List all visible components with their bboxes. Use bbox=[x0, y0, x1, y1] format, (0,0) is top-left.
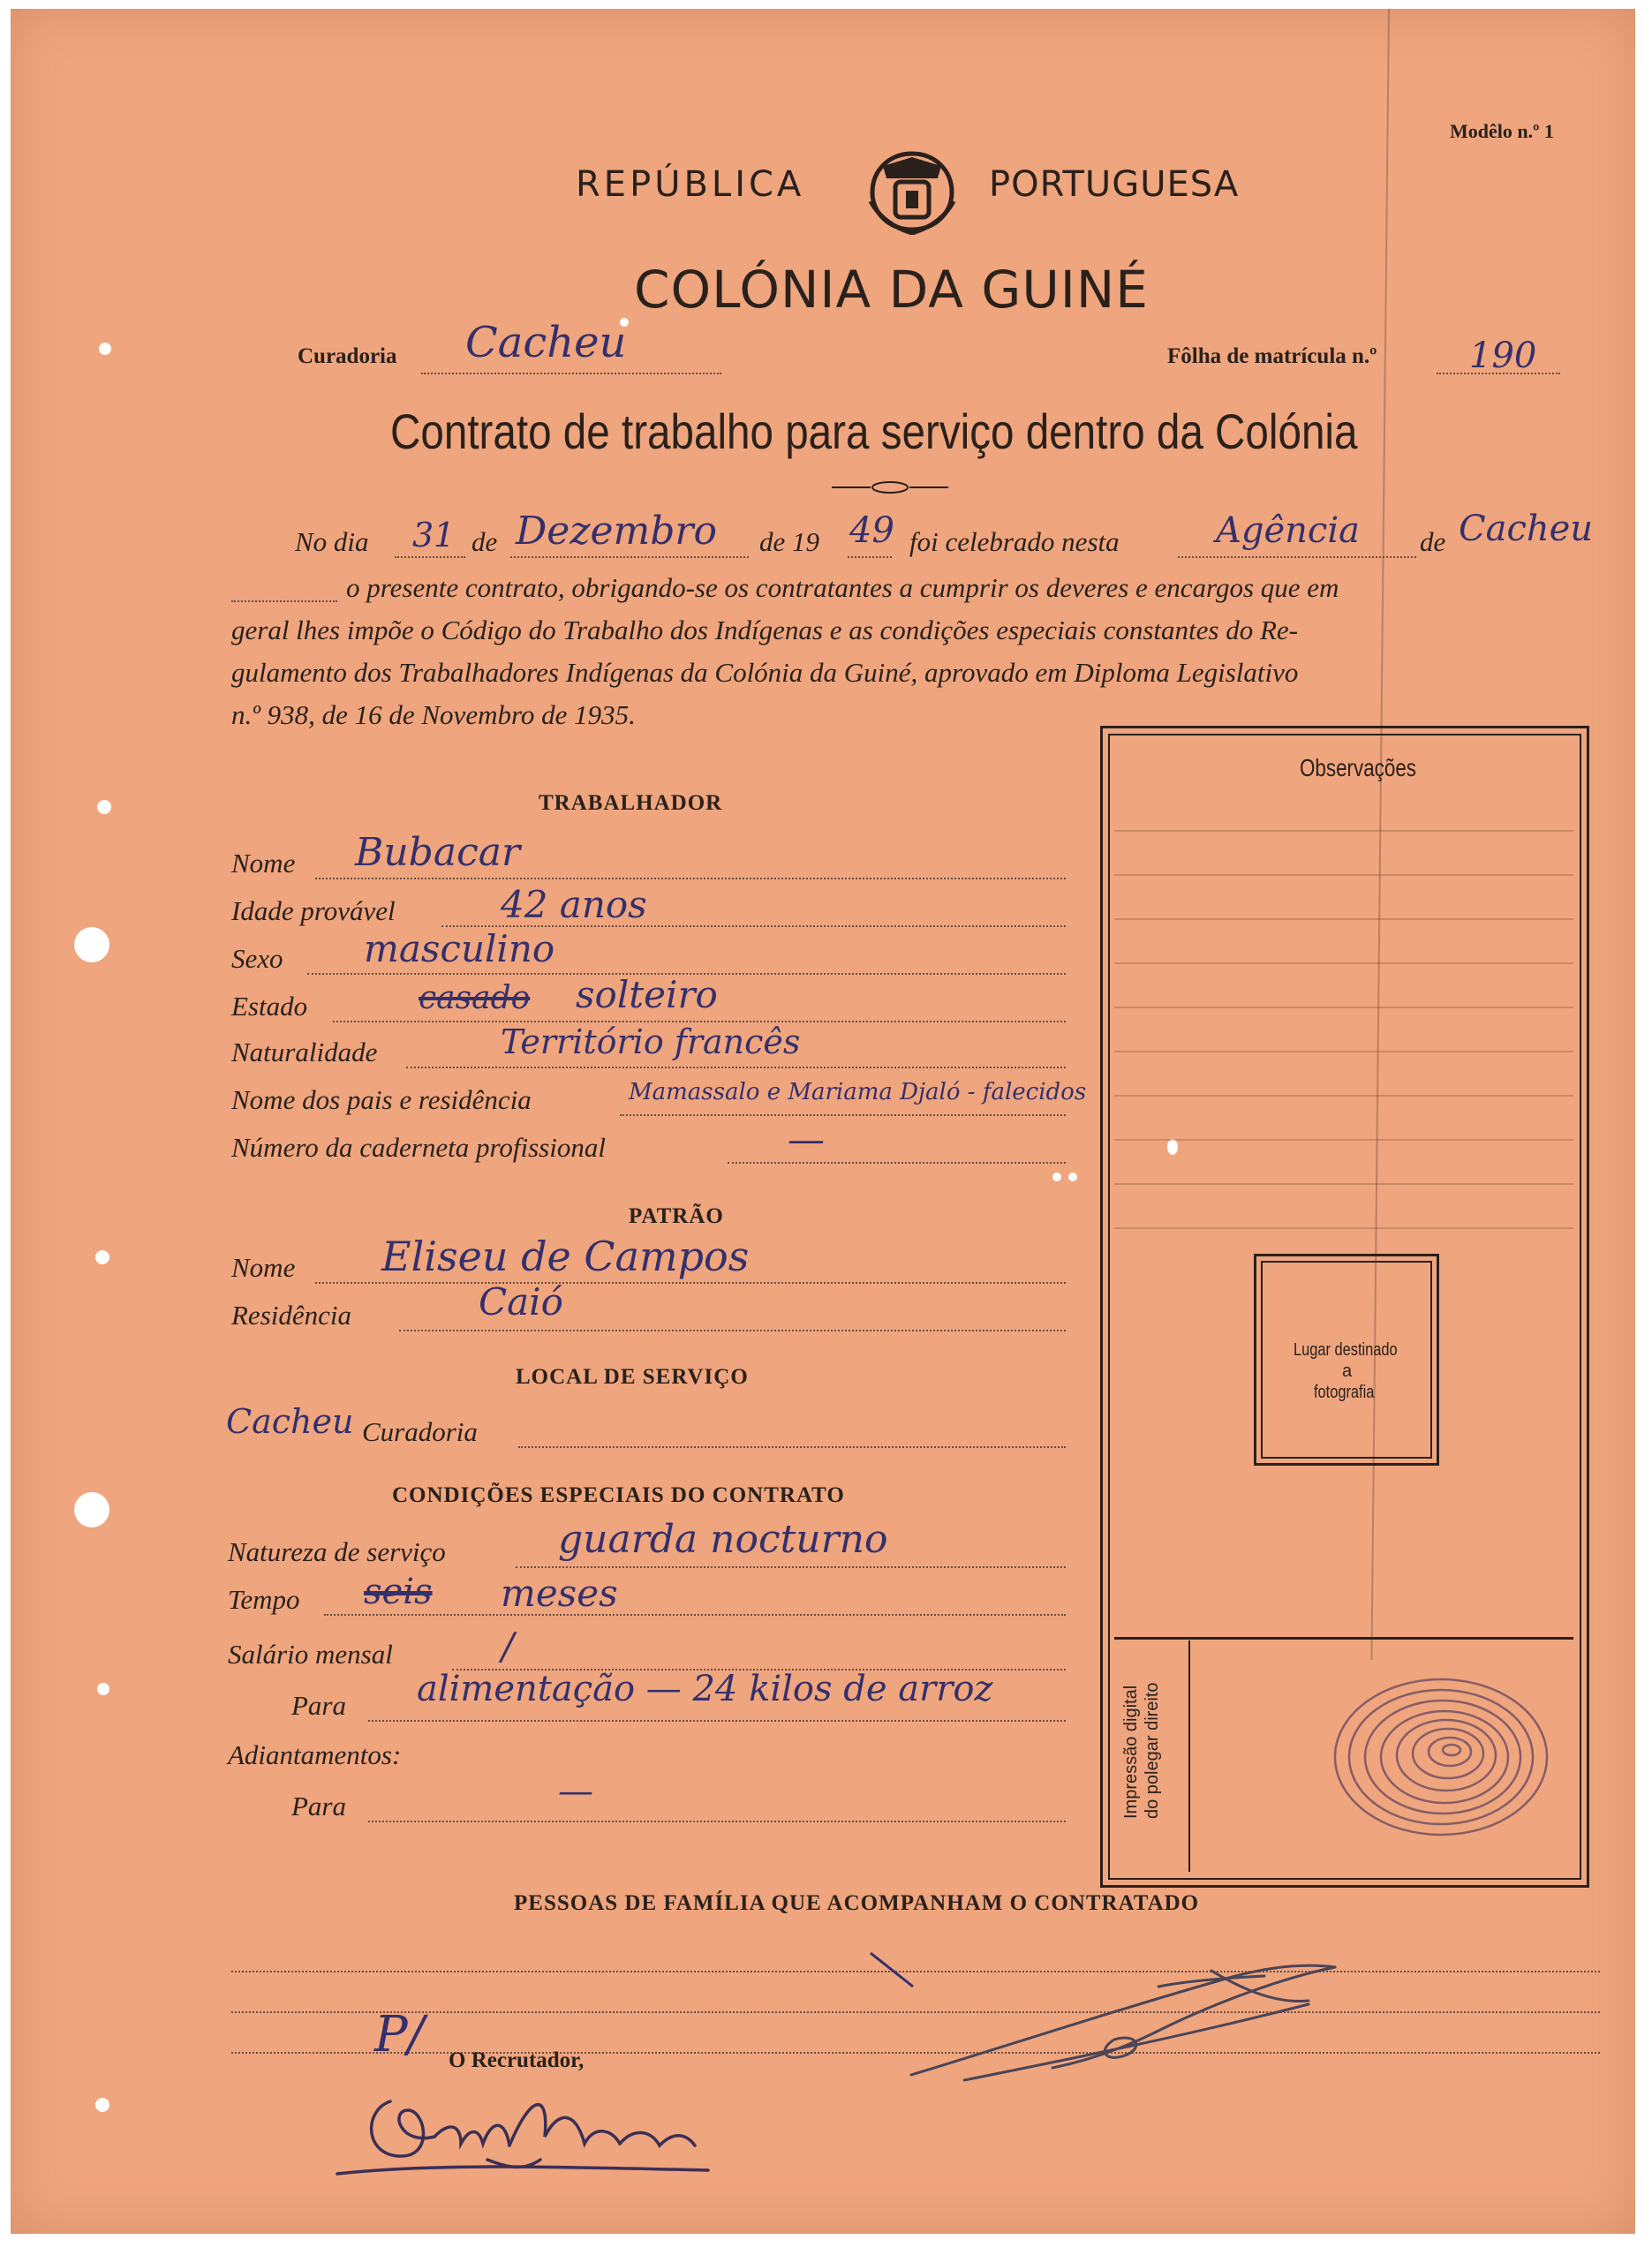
intro-de2: de bbox=[1420, 526, 1446, 557]
estado-struck: casado bbox=[419, 980, 531, 1016]
folha-label: Fôlha de matrícula n.º bbox=[1167, 344, 1377, 368]
idade-value: 42 anos bbox=[501, 883, 647, 926]
folha-value: 190 bbox=[1469, 336, 1537, 376]
para2-label: Para bbox=[291, 1791, 346, 1821]
intro-local: Agência bbox=[1216, 510, 1360, 551]
local-heading: LOCAL DE SERVIÇO bbox=[516, 1365, 749, 1389]
naturalidade-value: Território francês bbox=[501, 1022, 801, 1061]
natureza-value: guarda nocturno bbox=[558, 1517, 888, 1562]
coat-of-arms-icon bbox=[865, 148, 959, 235]
natureza-label: Natureza de serviço bbox=[228, 1536, 446, 1567]
para1-value: alimentação — 24 kilos de arroz bbox=[417, 1669, 993, 1709]
thumbprint-icon bbox=[1317, 1669, 1556, 1845]
sexo-value: masculino bbox=[364, 927, 555, 970]
intro-city: Cacheu bbox=[1459, 509, 1594, 549]
curadoria-label: Curadoria bbox=[298, 344, 397, 368]
caderneta-label: Número da caderneta profissional bbox=[231, 1132, 606, 1163]
local-curadoria-label: Curadoria bbox=[362, 1416, 478, 1447]
punch-hole bbox=[99, 343, 111, 355]
recrutador-signature-icon bbox=[328, 2075, 717, 2190]
tempo-value: meses bbox=[501, 1572, 618, 1615]
observacoes-heading: Observações bbox=[1300, 754, 1416, 781]
punch-hole bbox=[97, 1683, 109, 1695]
local-value: Cacheu bbox=[226, 1402, 354, 1441]
patrao-nome-label: Nome bbox=[231, 1252, 296, 1283]
adiantamentos-label: Adiantamentos: bbox=[228, 1739, 402, 1770]
thumbprint-line2: do polegar direito bbox=[1143, 1682, 1162, 1819]
pais-label: Nome dos pais e residência bbox=[231, 1084, 532, 1115]
intro-line4: gulamento dos Trabalhadores Indígenas da Colónia da Guiné, aprovado em Diploma Legislativo bbox=[231, 657, 1299, 688]
patrao-signature-icon bbox=[894, 1951, 1370, 2093]
photo-line2: a bbox=[1342, 1361, 1353, 1381]
pelo-mark: P/ bbox=[374, 2006, 425, 2063]
recrutador-label: O Recrutador, bbox=[449, 2048, 585, 2072]
punch-hole bbox=[95, 1250, 109, 1264]
estado-label: Estado bbox=[231, 991, 308, 1022]
thumbprint-line1: Impressão digital bbox=[1121, 1685, 1141, 1819]
portuguesa-text: PORTUGUESA bbox=[989, 164, 1240, 205]
pais-value: Mamassalo e Mariama Djaló - falecidos bbox=[629, 1079, 1087, 1105]
intro-month: Dezembro bbox=[516, 509, 717, 554]
photo-line1: Lugar destinado bbox=[1294, 1340, 1398, 1360]
patrao-nome-value: Eliseu de Campos bbox=[381, 1233, 750, 1280]
condicoes-heading: CONDIÇÕES ESPECIAIS DO CONTRATO bbox=[392, 1483, 845, 1507]
punch-hole bbox=[1052, 1173, 1061, 1181]
intro-no-dia: No dia bbox=[295, 526, 369, 557]
para1-label: Para bbox=[291, 1690, 346, 1721]
contract-title: Contrato de trabalho para serviço dentro da Colónia bbox=[390, 403, 1358, 459]
patrao-residencia-label: Residência bbox=[231, 1300, 352, 1331]
intro-year: 49 bbox=[849, 510, 894, 551]
model-number: Modêlo n.º 1 bbox=[1450, 120, 1554, 142]
tempo-struck: seis bbox=[364, 1572, 433, 1612]
punch-hole bbox=[74, 1492, 109, 1527]
curadoria-value: Cacheu bbox=[465, 318, 627, 367]
intro-line2: o presente contrato, obrigando-se os contratantes a cumprir os deveres e encargos que em bbox=[346, 572, 1339, 603]
para2-value: — bbox=[558, 1771, 593, 1812]
naturalidade-label: Naturalidade bbox=[231, 1037, 378, 1067]
caderneta-value: — bbox=[788, 1118, 825, 1161]
intro-line3: geral lhes impõe o Código do Trabalho dos Indígenas e as condições especiais constantes do Re- bbox=[231, 615, 1299, 645]
republica-text: REPÚBLICA bbox=[576, 164, 805, 205]
sexo-label: Sexo bbox=[231, 943, 283, 974]
estado-value: solteiro bbox=[576, 973, 718, 1016]
punch-hole bbox=[74, 927, 109, 962]
salario-label: Salário mensal bbox=[228, 1639, 393, 1670]
salario-value: / bbox=[502, 1625, 515, 1668]
nome-value: Bubacar bbox=[355, 830, 520, 875]
intro-de19: de 19 bbox=[759, 526, 820, 557]
ornament-divider bbox=[832, 479, 948, 496]
contract-sheet bbox=[11, 9, 1635, 2234]
punch-hole bbox=[95, 2098, 109, 2112]
nome-label: Nome bbox=[231, 848, 296, 879]
intro-line5: n.º 938, de 16 de Novembro de 1935. bbox=[231, 699, 636, 730]
trabalhador-heading: TRABALHADOR bbox=[539, 791, 723, 815]
intro-celebrado: foi celebrado nesta bbox=[909, 526, 1120, 557]
intro-day: 31 bbox=[412, 516, 456, 554]
tempo-label: Tempo bbox=[228, 1584, 300, 1615]
punch-hole bbox=[1068, 1173, 1077, 1181]
patrao-heading: PATRÃO bbox=[629, 1204, 724, 1228]
punch-hole bbox=[97, 800, 111, 814]
colonia-title: COLÓNIA DA GUINÉ bbox=[634, 260, 1149, 320]
patrao-residencia-value: Caió bbox=[479, 1280, 563, 1324]
familia-heading: PESSOAS DE FAMÍLIA QUE ACOMPANHAM O CONTRATADO bbox=[514, 1891, 1200, 1915]
intro-de1: de bbox=[471, 526, 498, 557]
photo-line3: fotografia bbox=[1314, 1383, 1375, 1402]
idade-label: Idade provável bbox=[231, 895, 396, 926]
